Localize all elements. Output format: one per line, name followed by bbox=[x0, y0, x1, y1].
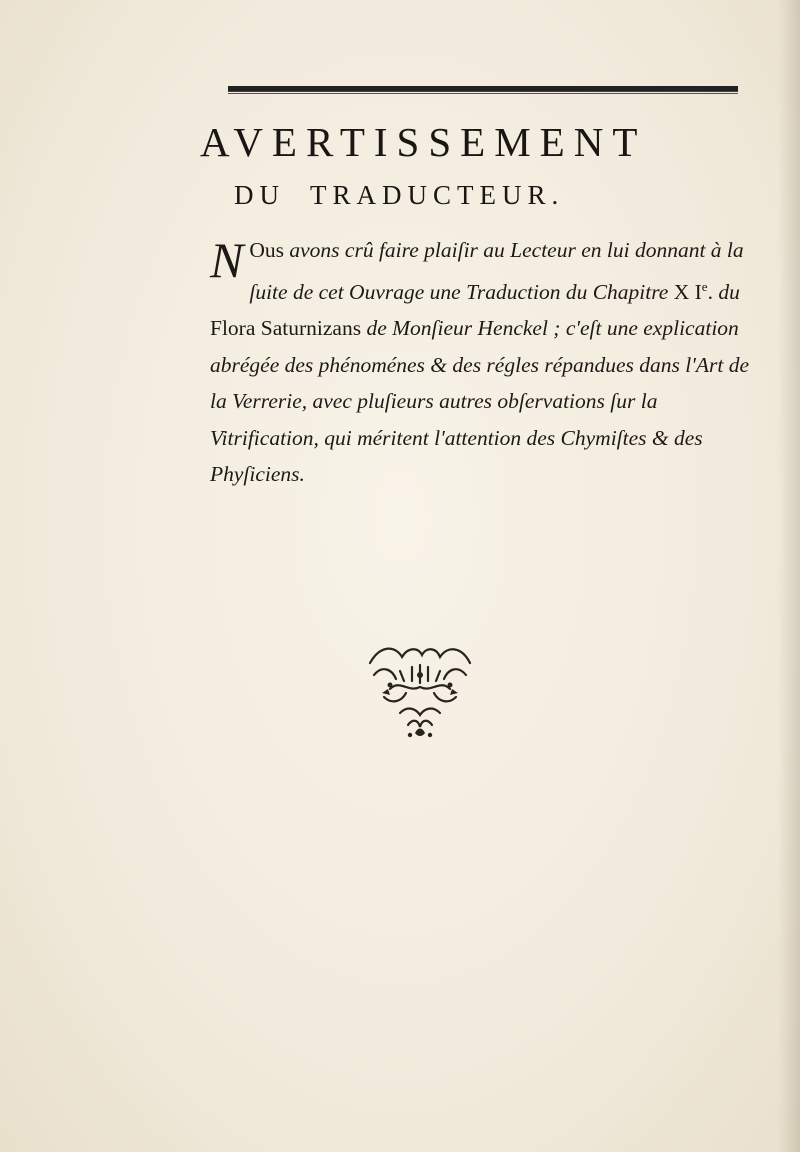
paragraph-run: e bbox=[701, 278, 708, 294]
paragraph-run: du bbox=[718, 279, 740, 304]
page-title: AVERTISSEMENT bbox=[200, 119, 647, 165]
paragraph-run: Ous bbox=[249, 238, 285, 262]
paragraph-run: avons crû faire plaiſir au Lecteur en lui donnant à la ſuite de cet Ouvrage une Traduction du Chapitre bbox=[249, 238, 744, 304]
paragraph-run: de Monſieur Henckel ; c'eſt une explication abrégée des phénoménes & des régles répandues dans l'Art de la Verrerie, avec pluſieurs autres obſervations ſur la Vitrification, qui méritent l'attention des Chymiſtes & des Phyſiciens. bbox=[210, 316, 750, 487]
page-subtitle: DU TRADUCTEUR. bbox=[234, 180, 565, 210]
page-edge-shadow bbox=[778, 0, 800, 1152]
paragraph-text bbox=[210, 232, 750, 487]
tailpiece-ornament-icon bbox=[360, 635, 480, 750]
paragraph-run: . bbox=[707, 279, 719, 304]
paragraph-run: Flora Saturnizans bbox=[210, 316, 362, 341]
notice-paragraph bbox=[210, 232, 750, 493]
header-rule bbox=[228, 86, 738, 92]
drop-cap: N bbox=[210, 232, 244, 288]
paragraph-run: X I bbox=[673, 279, 702, 304]
